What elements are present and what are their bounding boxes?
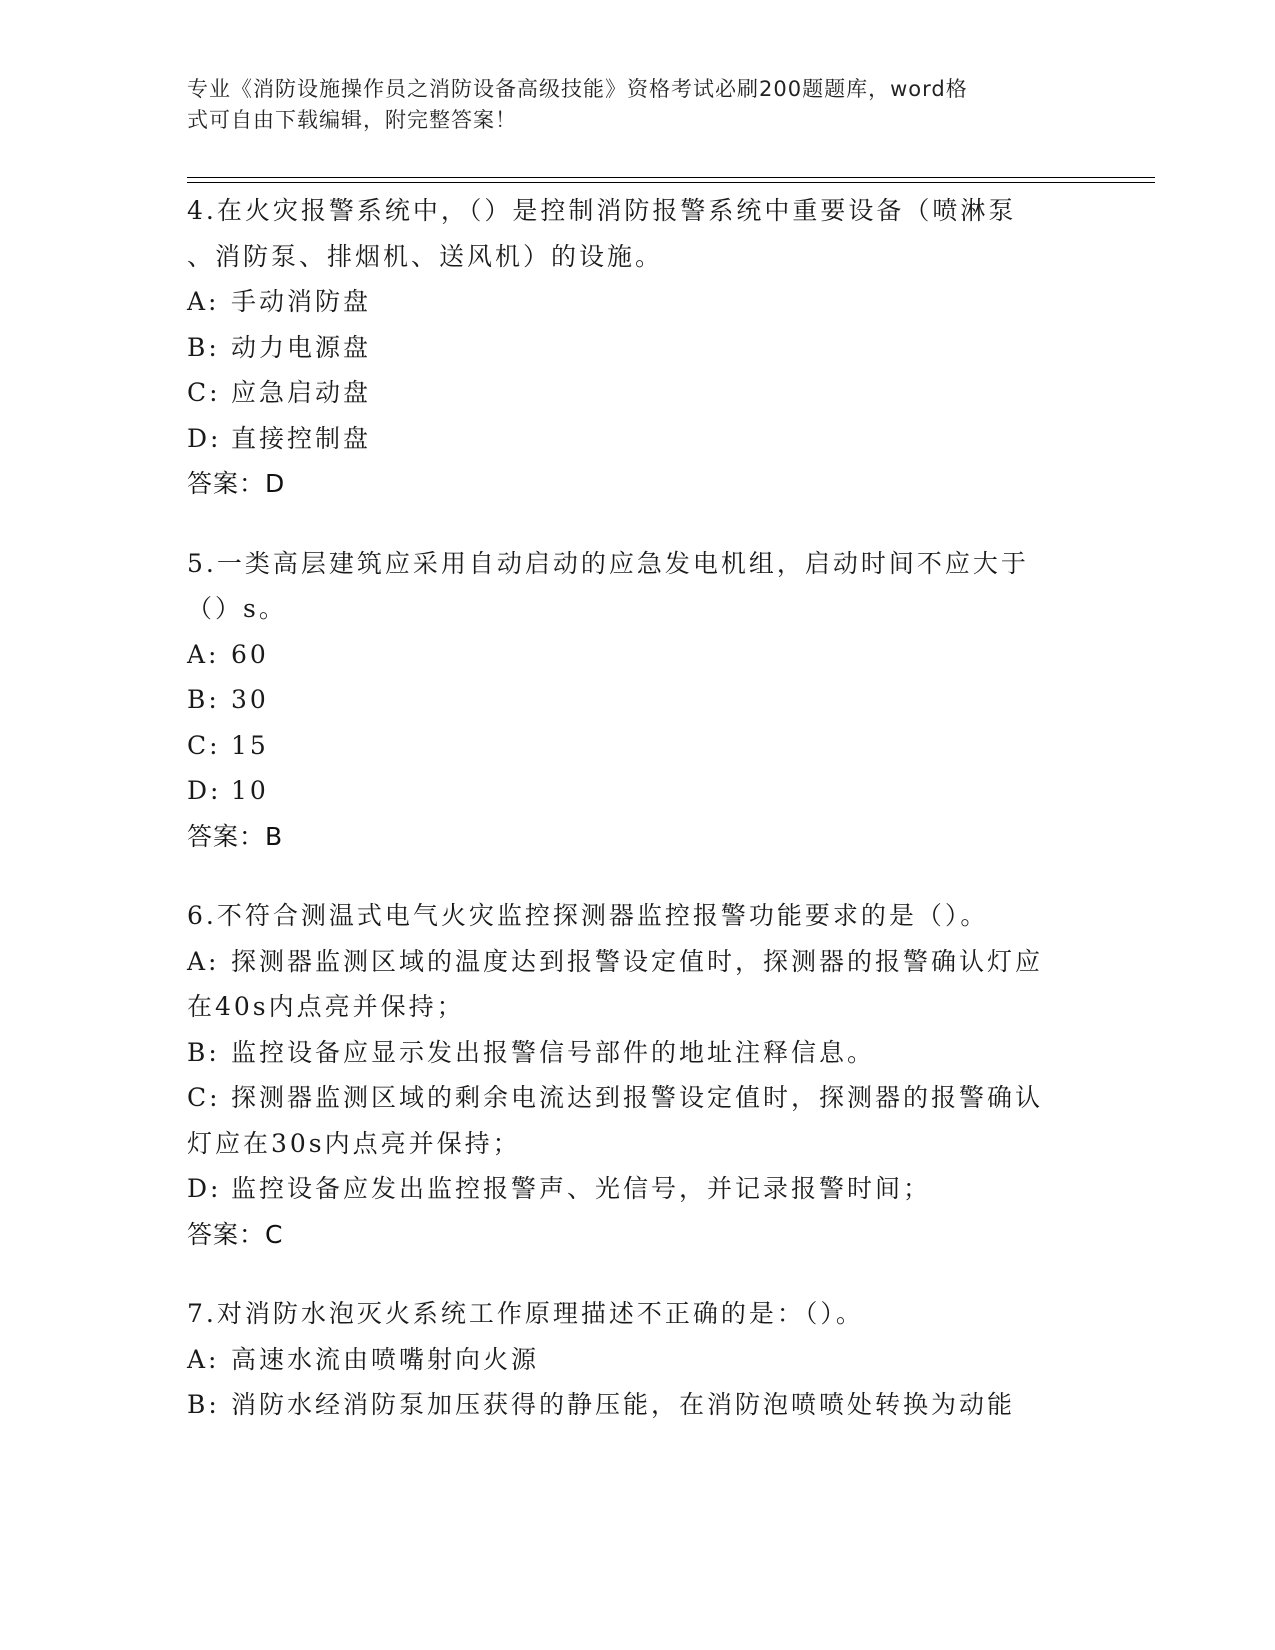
option-a [187, 939, 1087, 985]
option-text: 监控设备应显示发出报警信号部件的地址注释信息。 [231, 1037, 876, 1067]
option-b [187, 1030, 1087, 1076]
question-list [187, 188, 1087, 1462]
header-line-2: 式可自由下载编辑，附完整答案！ [187, 108, 517, 132]
option-letter: C: [187, 730, 221, 760]
option-text: 30 [231, 685, 269, 714]
option-text: 手动消防盘 [231, 287, 372, 316]
option-d [187, 1166, 1087, 1212]
option-text: 动力电源盘 [231, 332, 372, 362]
option-c [187, 370, 1087, 416]
question-stem: 4.在火灾报警系统中，（）是控制消防报警系统中重要设备（喷淋泵 [187, 196, 1017, 225]
option-c [187, 723, 1087, 769]
option-text: 应急启动盘 [231, 378, 372, 407]
option-d [187, 416, 1087, 462]
question-7 [187, 1291, 1087, 1428]
option-text: 60 [231, 639, 269, 669]
option-letter: A: [187, 287, 220, 316]
question-6 [187, 893, 1087, 1257]
option-a [187, 632, 1087, 678]
option-letter: C: [187, 378, 221, 407]
option-letter: D: [187, 1174, 222, 1203]
answer-line: 答案：D [187, 469, 286, 498]
document-header [187, 74, 1067, 136]
header-divider-top [187, 177, 1155, 178]
answer-line: 答案：B [187, 821, 284, 851]
option-b [187, 677, 1087, 723]
option-b [187, 325, 1087, 371]
question-5 [187, 541, 1087, 860]
option-text: 10 [231, 776, 269, 805]
option-d [187, 768, 1087, 814]
option-letter: A: [187, 1344, 220, 1374]
option-c [187, 1075, 1087, 1121]
option-letter: B: [187, 685, 220, 714]
option-text: 高速水流由喷嘴射向火源 [231, 1344, 540, 1374]
question-stem-continued: （）s。 [187, 594, 287, 623]
option-letter: C: [187, 1083, 221, 1112]
question-stem: 6.不符合测温式电气火灾监控探测器监控报警功能要求的是（）。 [187, 901, 989, 930]
option-text: 探测器监测区域的剩余电流达到报警设定值时，探测器的报警确认 [231, 1083, 1044, 1112]
option-letter: B: [187, 332, 220, 362]
question-stem-continued: 、消防泵、排烟机、送风机）的设施。 [187, 241, 664, 271]
option-text: 消防水经消防泵加压获得的静压能，在消防泡喷喷处转换为动能 [231, 1390, 1016, 1419]
option-letter: B: [187, 1390, 220, 1419]
question-4 [187, 188, 1087, 507]
option-letter: D: [187, 776, 222, 805]
question-stem: 7.对消防水泡灭火系统工作原理描述不正确的是：（）。 [187, 1299, 864, 1328]
option-a [187, 279, 1087, 325]
option-text: 直接控制盘 [231, 423, 372, 453]
option-letter: B: [187, 1037, 220, 1067]
answer-line: 答案：C [187, 1219, 284, 1249]
option-b [187, 1382, 1087, 1428]
option-text: 监控设备应发出监控报警声、光信号，并记录报警时间； [231, 1174, 932, 1203]
question-stem: 5.一类高层建筑应采用自动启动的应急发电机组，启动时间不应大于 [187, 548, 1029, 578]
option-letter: D: [187, 423, 222, 453]
header-divider-bottom [187, 182, 1155, 183]
option-letter: A: [187, 946, 220, 976]
option-letter: A: [187, 639, 220, 669]
option-text: 探测器监测区域的温度达到报警设定值时，探测器的报警确认灯应 [231, 946, 1044, 976]
option-a-continued: 在40s内点亮并保持； [187, 992, 465, 1021]
option-a [187, 1337, 1087, 1383]
option-c-continued: 灯应在30s内点亮并保持； [187, 1128, 521, 1158]
option-text: 15 [231, 730, 269, 760]
header-line-1: 专业《消防设施操作员之消防设备高级技能》资格考试必刷200题题库，word格 [187, 77, 968, 101]
